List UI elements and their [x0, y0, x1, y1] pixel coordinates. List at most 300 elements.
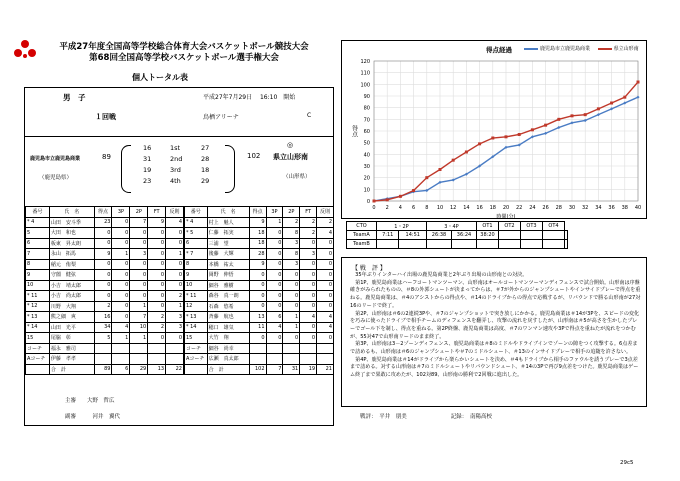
total-row	[26, 364, 184, 375]
stat-cell: 本橋 祐太	[207, 259, 249, 270]
empty-cell	[317, 354, 334, 365]
stats-header-row	[26, 207, 184, 218]
x-tick-label: 30	[568, 205, 576, 211]
x-tick-label: 8	[425, 205, 429, 211]
cto-cell	[427, 240, 452, 249]
stat-cell: 0	[249, 270, 266, 281]
stat-cell: 6	[266, 312, 283, 323]
y-tick-label: 110	[360, 70, 370, 77]
stat-cell: 3	[283, 238, 300, 249]
referee-label: 主審 大野 哲広	[65, 398, 115, 404]
stat-cell: 10	[130, 322, 148, 333]
stat-cell: 反則	[317, 207, 334, 218]
empty-cell	[148, 354, 166, 365]
stat-cell: 番号	[185, 207, 208, 218]
stat-cell: 合 計	[207, 364, 249, 375]
document-subtitle: 個人トータル表	[132, 73, 188, 82]
stat-cell: 2P	[283, 207, 300, 218]
quarter-row	[143, 144, 223, 154]
x-tick-label: 20	[502, 205, 510, 211]
stat-cell: 12	[185, 301, 208, 312]
quarter-b-score: 29	[201, 177, 210, 185]
stat-cell: 0	[130, 291, 148, 302]
stat-cell: 1	[112, 333, 130, 344]
stat-cell: 0	[300, 259, 317, 270]
stat-cell: 9	[148, 217, 166, 228]
stat-cell: 0	[112, 259, 130, 270]
team-a-score: 89	[102, 153, 111, 161]
quarter-a-score: 16	[143, 144, 152, 152]
cto-header-cell: 3・4P	[427, 222, 477, 231]
cto-cell: 38:20	[477, 231, 499, 240]
x-tick-label: 38	[621, 205, 628, 211]
player-row	[26, 291, 184, 302]
stat-cell: 2	[300, 217, 317, 228]
player-row	[26, 312, 184, 323]
cto-cell	[452, 240, 477, 249]
cto-row-teamA	[347, 231, 568, 240]
stat-cell: 2P	[130, 207, 148, 218]
stat-cell: 18	[249, 238, 266, 249]
cto-header-cell: CTO	[347, 222, 377, 231]
cto-cell	[499, 240, 521, 249]
y-tick-label: 100	[360, 82, 370, 89]
stat-cell: 1	[283, 322, 300, 333]
stat-cell: 0	[317, 270, 334, 281]
stat-cell: 1	[266, 217, 283, 228]
y-tick-label: 0	[366, 199, 370, 205]
stat-cell: 0	[130, 280, 148, 291]
player-row	[185, 291, 334, 302]
stat-cell: 3P	[266, 207, 283, 218]
x-tick-label: 26	[542, 205, 549, 211]
stat-cell: 0	[317, 333, 334, 344]
stat-cell: 18	[249, 228, 266, 239]
x-tick-label: 12	[450, 205, 457, 211]
stat-cell: 0	[130, 238, 148, 249]
x-tick-label: 4	[398, 205, 402, 211]
stat-cell: 2	[94, 301, 112, 312]
stat-cell: 後藤 大輝	[207, 249, 249, 260]
stat-cell: 1	[283, 312, 300, 323]
cto-cell	[399, 240, 427, 249]
player-row	[185, 249, 334, 260]
cto-table	[346, 221, 568, 249]
stat-cell: 0	[166, 238, 184, 249]
y-tick-label: 10	[363, 187, 370, 194]
coach-row	[26, 354, 184, 365]
x-tick-label: 14	[463, 205, 470, 211]
data-point-yamagata	[465, 151, 468, 154]
cto-cell: TeamB	[347, 240, 377, 249]
empty-cell	[317, 343, 334, 354]
empty-cell	[166, 343, 184, 354]
stat-cell: 0	[266, 259, 283, 270]
empty-cell	[283, 354, 300, 365]
x-tick-label: 36	[608, 205, 615, 211]
stat-cell: 0	[148, 333, 166, 344]
data-point-yamagata	[452, 159, 455, 162]
stat-cell: 0	[300, 238, 317, 249]
stat-cell: 0	[300, 270, 317, 281]
stat-cell: 3	[300, 249, 317, 260]
coach-name: 伊藤 孝孝	[49, 354, 94, 365]
stat-cell: 4	[300, 312, 317, 323]
stat-cell: 19	[300, 364, 317, 375]
stat-cell: 0	[300, 322, 317, 333]
stat-cell: 22	[166, 364, 184, 375]
legend-a: 鹿児島市立鹿児島商業	[540, 46, 591, 52]
quarter-b-score: 18	[201, 166, 210, 174]
y-axis-label: 得点	[350, 125, 358, 137]
data-point-yamagata	[557, 118, 560, 121]
stat-cell: * 4	[26, 217, 50, 228]
stat-cell: 0	[148, 301, 166, 312]
stat-cell: 6	[185, 238, 208, 249]
stat-cell: 0	[148, 259, 166, 270]
stat-cell: 0	[94, 270, 112, 281]
stat-cell: * 14	[185, 322, 208, 333]
stat-cell: 川野 大翔	[49, 301, 94, 312]
player-row	[185, 217, 334, 228]
stat-cell: * 12	[26, 301, 50, 312]
stat-cell: 0	[148, 228, 166, 239]
cto-header-cell: OT4	[543, 222, 565, 231]
y-tick-label: 80	[363, 105, 370, 112]
empty-cell	[300, 343, 317, 354]
bracket-right	[225, 145, 235, 193]
stat-cell: 89	[94, 364, 112, 375]
data-point-yamagata	[399, 195, 402, 198]
cto-cell: 7:11	[377, 231, 399, 240]
data-point-yamagata	[637, 81, 640, 84]
stat-cell: 岡野 伸悟	[207, 270, 249, 281]
cto-cell	[377, 240, 399, 249]
data-point-yamagata	[597, 107, 600, 110]
stat-cell: 0	[300, 333, 317, 344]
stat-cell: 2	[283, 217, 300, 228]
x-tick-label: 16	[476, 205, 483, 211]
stat-cell: 0	[249, 280, 266, 291]
data-point-yamagata	[505, 135, 508, 138]
coach-row	[185, 354, 334, 365]
stat-cell: 氏 名	[207, 207, 249, 218]
stat-cell: 永山 拓馬	[49, 249, 94, 260]
stat-cell: 9	[26, 270, 50, 281]
stat-cell: 13	[249, 312, 266, 323]
data-point-yamagata	[623, 96, 626, 99]
stat-cell: 7	[26, 249, 50, 260]
stat-cell: 熊之細 爽	[49, 312, 94, 323]
coach-role: Aコーチ	[185, 354, 208, 365]
empty-cell	[283, 343, 300, 354]
stat-cell: 13	[148, 364, 166, 375]
stat-cell: 0	[266, 228, 283, 239]
stat-cell: 山田 光平	[49, 322, 94, 333]
quarter-label: 3rd	[170, 166, 181, 174]
stat-cell: 0	[317, 291, 334, 302]
coach-role: コーチ	[26, 343, 50, 354]
player-row	[185, 259, 334, 270]
stat-cell: 15	[26, 333, 50, 344]
stat-cell: 31	[283, 364, 300, 375]
x-tick-label: 24	[529, 205, 536, 211]
empty-cell	[300, 354, 317, 365]
coach-role: コーチ	[185, 343, 208, 354]
game-date: 平成27年7月29日 16:10 開始	[203, 94, 296, 101]
total-row	[185, 364, 334, 375]
stat-cell: 0	[283, 333, 300, 344]
stat-cell: 0	[94, 291, 112, 302]
tournament-logo	[14, 40, 36, 62]
team-a-name: 鹿児島市立鹿児島商業	[30, 156, 81, 162]
empty-cell	[148, 343, 166, 354]
player-row	[26, 322, 184, 333]
stat-cell: 0	[283, 301, 300, 312]
stat-cell: 大田 和也	[49, 228, 94, 239]
data-point-yamagata	[491, 137, 494, 140]
stat-cell: 0	[317, 301, 334, 312]
cto-cell	[565, 231, 568, 240]
stat-cell: 森谷 真一朗	[207, 291, 249, 302]
player-row	[26, 217, 184, 228]
stat-cell: 三浦 望	[207, 238, 249, 249]
stat-cell: 0	[283, 291, 300, 302]
stat-cell: 0	[266, 301, 283, 312]
stat-cell: 0	[300, 291, 317, 302]
stat-cell: 氏 名	[49, 207, 94, 218]
coach-name: 広瀬 真太郎	[207, 354, 249, 365]
stat-cell: 尾脇 彰	[49, 333, 94, 344]
player-row	[185, 312, 334, 323]
team-a-stats-table	[25, 206, 184, 375]
winner-mark: ◎	[287, 141, 294, 149]
stat-cell: 3	[166, 322, 184, 333]
stat-cell: 稲元 侑梨	[49, 259, 94, 270]
data-point-yamagata	[571, 114, 574, 117]
gender-label: 男 子	[63, 93, 86, 102]
stat-cell: 0	[148, 270, 166, 281]
stat-cell: 0	[283, 270, 300, 281]
stat-cell: 28	[249, 249, 266, 260]
stat-cell: * 5	[185, 228, 208, 239]
coach-name: 福永 雅司	[49, 343, 94, 354]
stat-cell: 合 計	[49, 364, 94, 375]
cto-header-cell: OT1	[477, 222, 499, 231]
stat-cell: 得点	[94, 207, 112, 218]
player-row	[185, 333, 334, 344]
score-progress-chart	[341, 40, 647, 219]
cto-cell	[521, 231, 543, 240]
stat-cell: * 14	[26, 322, 50, 333]
empty-cell	[94, 354, 112, 365]
stat-cell: 8	[283, 228, 300, 239]
stat-cell: 仁藤 拓実	[207, 228, 249, 239]
stat-cell: 0	[112, 301, 130, 312]
stat-cell: * 11	[26, 291, 50, 302]
stat-cell	[26, 364, 50, 375]
stat-cell: 10	[185, 280, 208, 291]
stat-cell: 0	[112, 228, 130, 239]
x-axis-label: 時間(分)	[496, 214, 516, 220]
stat-cell: 0	[266, 249, 283, 260]
stat-cell: 村上 魁人	[207, 217, 249, 228]
cto-cell	[521, 240, 543, 249]
empty-cell	[266, 354, 283, 365]
data-point-yamagata	[544, 124, 547, 127]
quarter-row	[143, 166, 223, 176]
stat-cell: 23	[94, 217, 112, 228]
game-stats-panel	[24, 87, 334, 426]
stat-cell: * 13	[26, 312, 50, 323]
stat-cell: 小吉 靖太郎	[49, 280, 94, 291]
team-b-score: 102	[247, 152, 261, 160]
empty-cell	[130, 343, 148, 354]
stat-cell: 34	[94, 322, 112, 333]
stat-cell: 細谷 雅樹	[207, 280, 249, 291]
stat-cell: 4	[266, 322, 283, 333]
stat-cell: 1	[130, 301, 148, 312]
stat-cell: 0	[94, 228, 112, 239]
x-tick-label: 0	[372, 205, 376, 211]
cto-cell: 26:38	[427, 231, 452, 240]
x-tick-label: 22	[516, 205, 523, 211]
stat-cell: * 7	[185, 249, 208, 260]
stat-cell: 5	[26, 228, 50, 239]
stat-cell: 4	[317, 228, 334, 239]
stat-cell: 0	[249, 291, 266, 302]
x-tick-label: 18	[489, 205, 496, 211]
player-row	[185, 322, 334, 333]
coach-row	[26, 343, 184, 354]
court-label: C	[307, 112, 312, 119]
stat-cell: 6	[26, 238, 50, 249]
quarter-label: 4th	[170, 177, 181, 185]
stat-cell: 29	[130, 364, 148, 375]
stat-cell: 守薗 健弦	[49, 270, 94, 281]
stat-cell: 4	[112, 322, 130, 333]
stat-cell: 0	[112, 312, 130, 323]
stat-cell: 0	[148, 238, 166, 249]
empty-cell	[130, 354, 148, 365]
coach-row	[185, 343, 334, 354]
cto-header-row	[347, 222, 568, 231]
quarter-a-score: 19	[143, 166, 152, 174]
stat-cell: 4	[317, 322, 334, 333]
document-title	[34, 42, 334, 64]
stat-cell: 9	[249, 217, 266, 228]
cto-row-teamB	[347, 240, 568, 249]
data-point-yamagata	[584, 113, 587, 116]
stat-cell: 3	[130, 249, 148, 260]
quarter-row	[143, 177, 223, 187]
cto-header-cell: 1・2P	[377, 222, 427, 231]
stat-cell: 大竹 翔	[207, 333, 249, 344]
team-b-stats-table	[184, 206, 334, 375]
stat-cell: 1	[166, 249, 184, 260]
stat-cell: 0	[94, 280, 112, 291]
stat-cell: 10	[26, 280, 50, 291]
stat-cell: 0	[112, 238, 130, 249]
venue-label: 鳥栖アリーナ	[203, 114, 239, 121]
x-tick-label: 32	[582, 205, 589, 211]
round-label: １回戦	[95, 113, 116, 121]
data-point-yamagata	[478, 142, 481, 145]
team-b-prefecture: （山形県）	[283, 174, 311, 180]
cto-cell	[543, 240, 565, 249]
chart-plot	[342, 41, 648, 220]
stat-cell: 3P	[112, 207, 130, 218]
stat-cell: * 11	[185, 291, 208, 302]
stat-cell: 0	[166, 259, 184, 270]
stat-cell: 0	[249, 301, 266, 312]
coach-role: Aコーチ	[26, 354, 50, 365]
umpire-label: 副審 河井 翼代	[65, 414, 121, 420]
data-point-yamagata	[439, 168, 442, 171]
empty-cell	[249, 354, 266, 365]
stat-cell: 0	[148, 249, 166, 260]
player-row	[185, 228, 334, 239]
stat-cell: 0	[266, 291, 283, 302]
stat-cell: 9	[249, 259, 266, 270]
stat-cell: 9	[185, 270, 208, 281]
stat-cell: 7	[130, 312, 148, 323]
stat-cell: 0	[249, 333, 266, 344]
stats-header-row	[185, 207, 334, 218]
player-row	[185, 270, 334, 281]
cto-cell	[565, 240, 568, 249]
stat-cell: 0	[300, 301, 317, 312]
y-tick-label: 90	[363, 94, 370, 100]
player-row	[26, 280, 184, 291]
quarter-a-score: 23	[143, 177, 152, 185]
game-review-panel	[341, 257, 647, 407]
player-row	[26, 301, 184, 312]
stat-cell: 0	[94, 238, 112, 249]
stat-cell: * 13	[185, 312, 208, 323]
stat-cell: 1	[166, 301, 184, 312]
stat-cell: 0	[112, 280, 130, 291]
x-tick-label: 2	[385, 205, 389, 211]
y-tick-label: 70	[363, 117, 370, 124]
stat-cell: FT	[148, 207, 166, 218]
stat-cell: 石森 悠希	[207, 301, 249, 312]
stat-cell: 0	[166, 270, 184, 281]
stat-cell: 15	[185, 333, 208, 344]
data-point-yamagata	[373, 200, 376, 203]
y-tick-label: 30	[363, 164, 370, 170]
stat-cell: 得点	[249, 207, 266, 218]
stat-cell: 0	[317, 259, 334, 270]
data-point-yamagata	[610, 102, 613, 105]
empty-cell	[249, 343, 266, 354]
title-line-2: 第68回全国高等学校バスケットボール選手権大会	[89, 53, 279, 63]
cto-cell: 36:24	[452, 231, 477, 240]
stat-cell: 0	[94, 259, 112, 270]
stat-cell: 2	[148, 322, 166, 333]
data-point-yamagata	[412, 189, 415, 192]
stat-cell: 0	[148, 291, 166, 302]
player-row	[26, 238, 184, 249]
y-tick-label: 40	[363, 152, 370, 159]
stat-cell: 0	[130, 228, 148, 239]
stat-cell: 7	[266, 364, 283, 375]
player-row	[185, 280, 334, 291]
stat-cell: 2	[317, 217, 334, 228]
x-tick-label: 34	[595, 205, 602, 211]
officials-line: 戦評： 平井 朋美 記録： 南陽高校	[360, 414, 493, 420]
player-row	[26, 259, 184, 270]
